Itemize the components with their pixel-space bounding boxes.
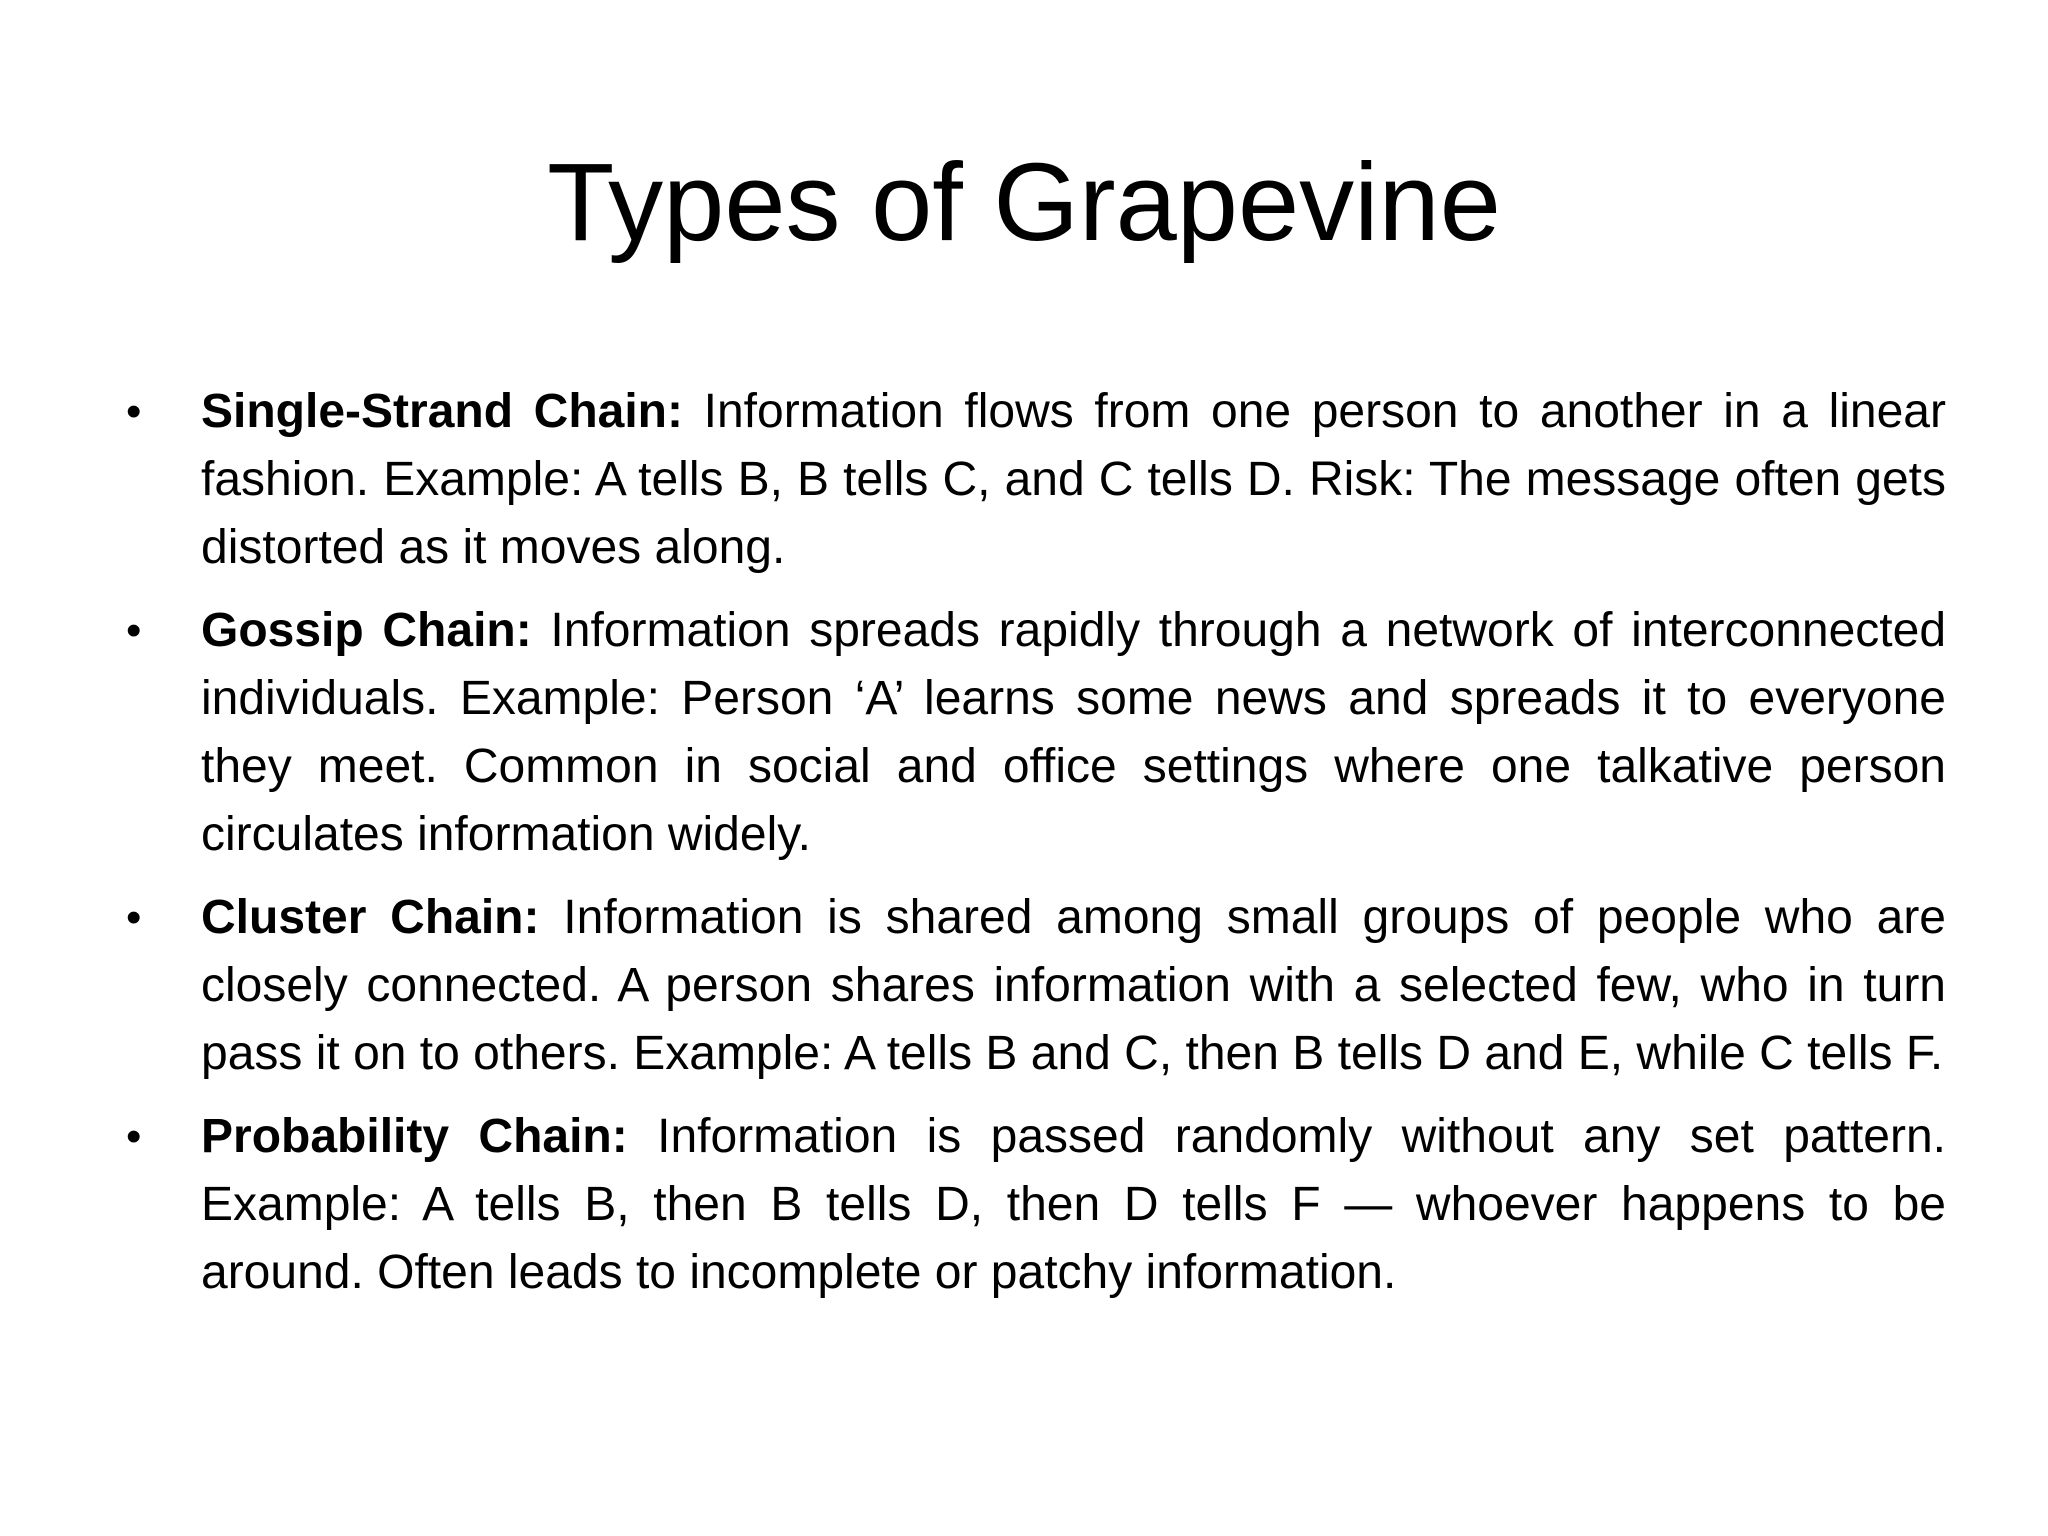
bullet-item-single-strand-chain bbox=[120, 378, 1946, 582]
bullet-item-cluster-chain bbox=[120, 884, 1946, 1088]
bullet-dot-icon: • bbox=[126, 1112, 142, 1161]
bullet-text: Information spreads rapidly through a network of interconnected individuals. Example: Person ‘A’ learns some news and spreads it to everyone they meet. Common in social and office settings where one talkative person circulates information widely. bbox=[201, 604, 1947, 861]
bullet-text: Information flows from one person to another in a linear fashion. Example: A tells B, B tells C, and C tells D. Risk: The message often gets distorted as it moves along. bbox=[201, 385, 1946, 574]
bullet-text: Information is shared among small groups of people who are closely connected. A person shares information with a selected few, who in turn pass it on to others. Example: A tells B and C, then B tells D and E, while C tells F. bbox=[201, 891, 1947, 1080]
bullet-term: Gossip Chain: bbox=[201, 604, 532, 657]
bullet-dot-icon: • bbox=[126, 387, 142, 436]
bullet-dot-icon: • bbox=[126, 893, 142, 942]
slide-title: Types of Grapevine bbox=[547, 141, 1501, 264]
bullet-dot-icon: • bbox=[126, 606, 142, 655]
bullet-list bbox=[120, 378, 1946, 1322]
bullet-text: Information is passed randomly without any set pattern. Example: A tells B, then B tells D, then D tells F — whoever happens to be around. Often leads to incomplete or patchy information. bbox=[201, 1110, 1946, 1299]
bullet-term: Cluster Chain: bbox=[201, 891, 540, 944]
bullet-term: Probability Chain: bbox=[201, 1110, 628, 1163]
bullet-term: Single-Strand Chain: bbox=[201, 385, 683, 438]
bullet-item-gossip-chain bbox=[120, 597, 1946, 869]
bullet-item-probability-chain bbox=[120, 1103, 1946, 1307]
